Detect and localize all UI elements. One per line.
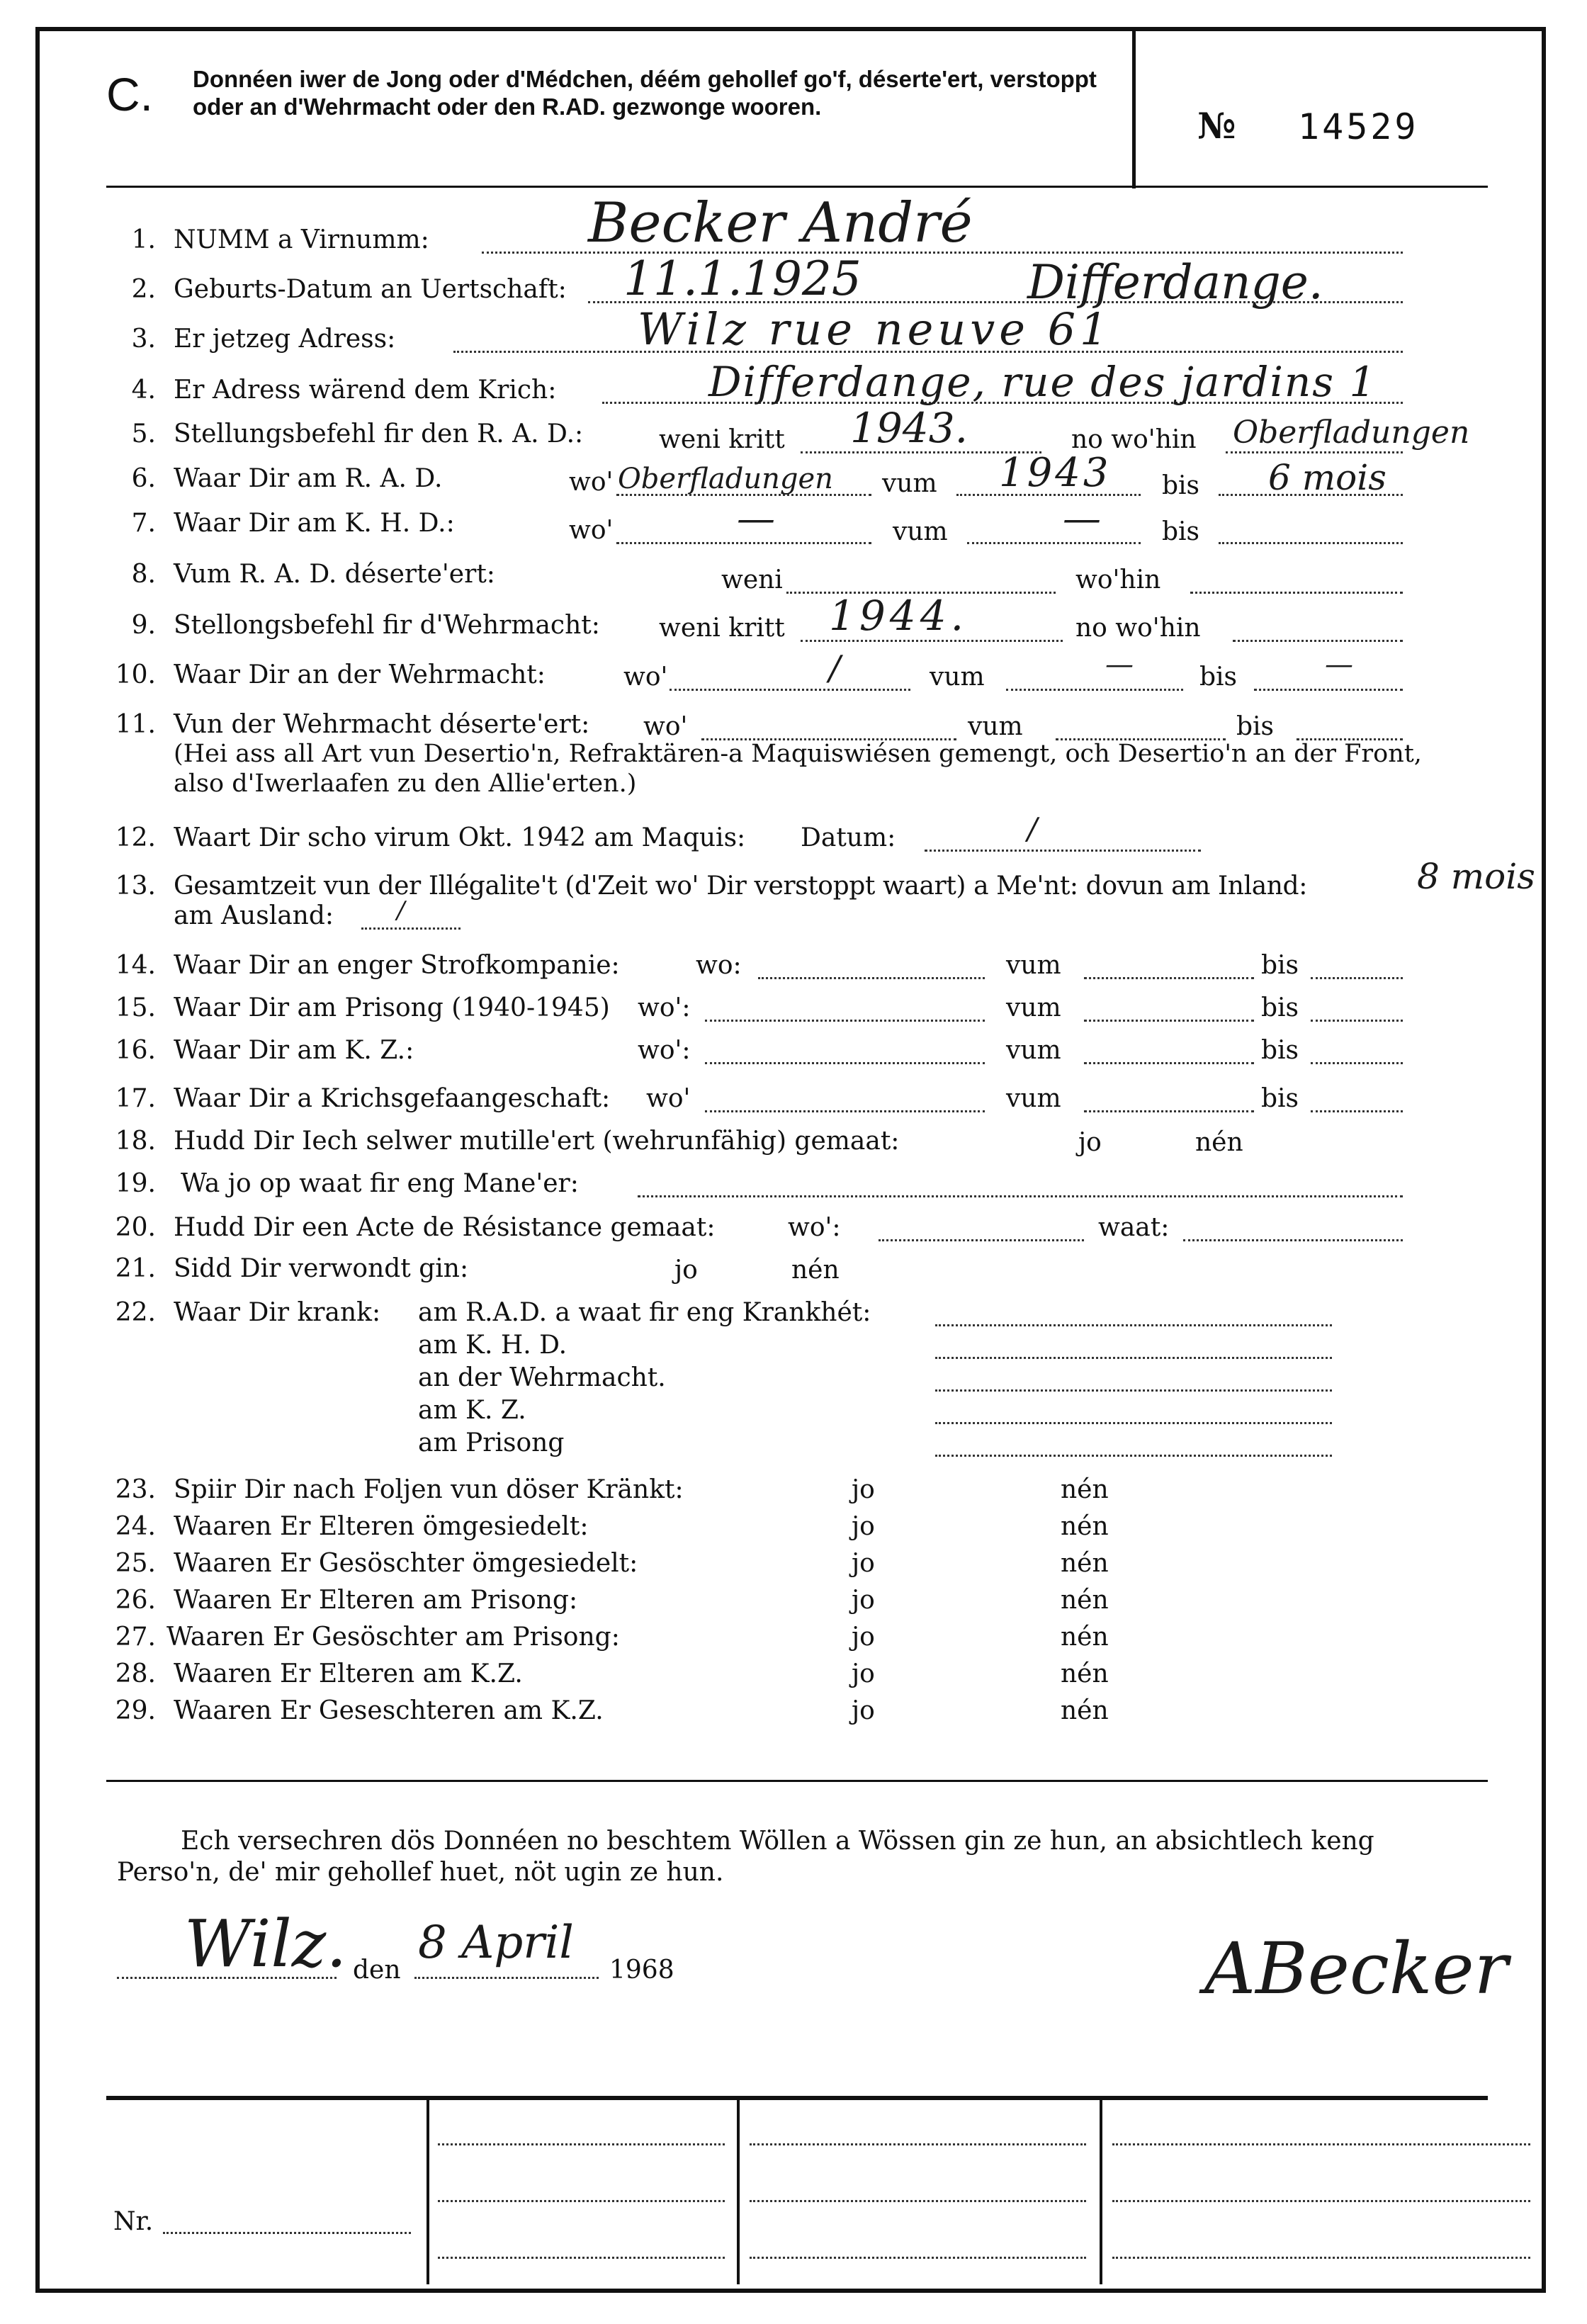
field-15-bis-label: bis [1261, 993, 1299, 1022]
field-22-number: 22. [115, 1298, 156, 1327]
field-12-datum-label: Datum: [801, 823, 896, 852]
field-27-jo: jo [852, 1623, 875, 1652]
field-5-label: Stellungsbefehl fir den R. A. D.: [174, 419, 584, 449]
field-11-wo-label: wo' [643, 712, 688, 741]
field-9-when: 1944. [829, 592, 968, 640]
field-7-bis-line [1219, 542, 1403, 544]
field-19-label: Wa jo op waat fir eng Mane'er: [181, 1169, 579, 1198]
field-16-bis-label: bis [1261, 1036, 1299, 1065]
field-14-label: Waar Dir an enger Strofkompanie: [174, 951, 620, 980]
field-24-label: Waaren Er Elteren ömgesiedelt: [174, 1512, 589, 1541]
field-15-vum-label: vum [1006, 993, 1061, 1022]
footer-cell-line [750, 2143, 1086, 2145]
footer-col-3 [1100, 2099, 1102, 2284]
field-15-wo-label: wo': [638, 993, 691, 1022]
field-16-wo-line [705, 1062, 985, 1064]
field-14-number: 14. [115, 951, 156, 980]
field-13-ausland-label: am Ausland: [174, 901, 334, 930]
field-27-number: 27. [115, 1623, 156, 1652]
field-3-label: Er jetzeg Adress: [174, 325, 396, 354]
field-25-jo: jo [852, 1549, 875, 1578]
field-28-number: 28. [115, 1659, 156, 1688]
field-23-jo: jo [852, 1475, 875, 1504]
field-6-bis-label: bis [1162, 471, 1200, 500]
field-6-vum-label: vum [882, 469, 937, 498]
field-5-where: Oberfladungen [1233, 414, 1470, 451]
footer-rule [106, 2096, 1488, 2100]
footer-col-1 [427, 2099, 429, 2284]
signature-date: 8 April [418, 1917, 574, 1969]
field-7-vum-line [967, 542, 1141, 544]
field-21-nen: nén [791, 1256, 840, 1285]
declaration-text: Ech versechren dös Donnéen no beschtem Wöllen a Wössen gin ze hun, an absichtlech keng Perso'n, de' mir gehollef huet, nöt ugin ze hun. [117, 1827, 1374, 1887]
field-22-sub-prisong: am Prisong [418, 1428, 565, 1457]
field-11-number: 11. [115, 710, 156, 739]
signature: ABecker [1204, 1927, 1508, 2010]
date-line [414, 1977, 599, 1979]
field-10-vum: — [1105, 648, 1134, 681]
field-9-number: 9. [131, 611, 156, 640]
field-9-where-label: no wo'hin [1075, 614, 1201, 643]
field-26-nen: nén [1061, 1586, 1109, 1615]
field-13-inland: 8 mois [1417, 856, 1535, 897]
field-2-label: Geburts-Datum an Uertschaft: [174, 275, 567, 304]
field-9-when-line [801, 640, 1063, 642]
field-22-sub-kz-line [935, 1422, 1332, 1424]
footer-col-2 [737, 2099, 740, 2284]
field-6-vum: 1943 [999, 450, 1112, 496]
field-1-number: 1. [131, 225, 156, 254]
field-12-label: Waart Dir scho virum Okt. 1942 am Maquis: [174, 823, 746, 852]
field-29-number: 29. [115, 1696, 156, 1725]
field-20-wo-label: wo': [788, 1213, 841, 1242]
field-16-vum-label: vum [1006, 1036, 1061, 1065]
field-6-wo: Oberfladungen [618, 463, 833, 495]
form-title: Donnéen iwer de Jong oder d'Médchen, déém gehollef go'f, déserte'ert, verstoppt oder an d'Wehrmacht oder den R.AD. gezwonge wooren. [193, 66, 1097, 120]
field-8-label: Vum R. A. D. déserte'ert: [174, 560, 495, 589]
footer-cell-line [438, 2257, 725, 2259]
field-16-number: 16. [115, 1036, 156, 1065]
field-14-bis-line [1311, 977, 1403, 979]
field-10-label: Waar Dir an der Wehrmacht: [174, 660, 546, 689]
field-22-sub-khd-line [935, 1357, 1332, 1359]
field-14-bis-label: bis [1261, 951, 1299, 980]
field-18-nen: nén [1195, 1128, 1243, 1157]
field-22-sub-prisong-line [935, 1455, 1332, 1457]
field-20-waat-label: waat: [1098, 1213, 1170, 1242]
field-11-vum-label: vum [968, 712, 1023, 741]
field-4-number: 4. [131, 376, 156, 405]
field-17-label: Waar Dir a Krichsgefaangeschaft: [174, 1084, 611, 1113]
field-14-wo-line [758, 977, 985, 979]
field-14-vum-line [1084, 977, 1254, 979]
field-26-jo: jo [852, 1586, 875, 1615]
footer-cell-line [750, 2257, 1086, 2259]
field-5-when-label: weni kritt [659, 425, 785, 454]
field-10-vum-label: vum [930, 662, 985, 692]
field-10-bis: — [1325, 648, 1353, 681]
field-12-datum-line [925, 850, 1201, 852]
field-17-vum-label: vum [1006, 1084, 1061, 1113]
field-5-when: 1943. [850, 404, 968, 452]
field-18-jo: jo [1078, 1128, 1102, 1157]
field-1-label: NUMM a Virnumm: [174, 225, 429, 254]
field-7-wo-label: wo' [569, 516, 614, 545]
field-23-number: 23. [115, 1475, 156, 1504]
field-27-nen: nén [1061, 1623, 1109, 1652]
field-10-bis-label: bis [1199, 662, 1238, 692]
field-26-label: Waaren Er Elteren am Prisong: [174, 1586, 578, 1615]
field-22-sub-rad: am R.A.D. a waat fir eng Krankhét: [418, 1298, 871, 1327]
field-22-sub-rad-line [935, 1324, 1332, 1326]
field-8-weni-label: weni [721, 565, 783, 594]
field-17-wo-line [705, 1110, 985, 1112]
field-15-wo-line [705, 1020, 985, 1022]
den-label: den [353, 1956, 401, 1985]
field-7-wo: — [737, 496, 775, 541]
field-20-waat-line [1183, 1239, 1403, 1241]
field-28-label: Waaren Er Elteren am K.Z. [174, 1659, 523, 1688]
field-6-wo-label: wo' [569, 468, 614, 497]
field-7-bis-label: bis [1162, 517, 1200, 546]
field-13-label: Gesamtzeit vun der Illégalite't (d'Zeit wo' Dir verstoppt waart) a Me'nt: dovun am Inland: [174, 872, 1307, 901]
field-16-vum-line [1084, 1062, 1254, 1064]
header-rule [106, 186, 1488, 188]
field-28-nen: nén [1061, 1659, 1109, 1688]
field-5-number: 5. [131, 419, 156, 449]
field-6-bis: 6 mois [1268, 457, 1386, 498]
field-19-number: 19. [115, 1169, 156, 1198]
field-25-label: Waaren Er Gesöschter ömgesiedelt: [174, 1549, 638, 1578]
field-22-label: Waar Dir krank: [174, 1298, 381, 1327]
field-10-vum-line [1006, 689, 1183, 691]
field-11-note: (Hei ass all Art vun Desertio'n, Refraktären-a Maquiswiésen gemengt, och Desertio'n an der Front, also d'Iwerlaafen zu den Allie'erten.) [174, 740, 1422, 798]
field-5-where-label: no wo'hin [1071, 425, 1197, 454]
field-13-ausland-line [361, 927, 461, 930]
field-4-value: Differdange, rue des jardins 1 [708, 358, 1377, 406]
field-9-where-line [1233, 640, 1403, 642]
field-23-nen: nén [1061, 1475, 1109, 1504]
declaration-rule [106, 1780, 1488, 1782]
field-25-nen: nén [1061, 1549, 1109, 1578]
field-7-label: Waar Dir am K. H. D.: [174, 509, 455, 538]
footer-cell-line [438, 2143, 725, 2145]
field-22-sub-kz: am K. Z. [418, 1396, 526, 1425]
field-12-number: 12. [115, 823, 156, 852]
field-17-bis-label: bis [1261, 1084, 1299, 1113]
field-7-number: 7. [131, 509, 156, 538]
field-24-nen: nén [1061, 1512, 1109, 1541]
field-7-vum: — [1063, 496, 1101, 541]
field-14-wo-label: wo: [696, 951, 742, 980]
field-25-number: 25. [115, 1549, 156, 1578]
field-2-number: 2. [131, 275, 156, 304]
field-24-number: 24. [115, 1512, 156, 1541]
field-19-line [638, 1195, 1403, 1197]
footer-cell-line [1112, 2143, 1530, 2145]
field-20-label: Hudd Dir een Acte de Résistance gemaat: [174, 1213, 716, 1242]
signature-place: Wilz. [184, 1906, 347, 1982]
field-2-place: Differdange. [1027, 255, 1323, 310]
field-4-label: Er Adress wärend dem Krich: [174, 376, 557, 405]
field-11-label: Vun der Wehrmacht déserte'ert: [174, 710, 590, 739]
field-28-jo: jo [852, 1659, 875, 1688]
field-1-value: Becker André [588, 191, 973, 255]
field-12-datum: / [1027, 811, 1038, 846]
field-8-wohin-line [1190, 592, 1403, 594]
field-21-number: 21. [115, 1254, 156, 1283]
field-7-wo-line [616, 542, 871, 544]
field-23-label: Spiir Dir nach Foljen vun döser Kränkt: [174, 1475, 684, 1504]
field-15-vum-line [1084, 1020, 1254, 1022]
field-15-bis-line [1311, 1020, 1403, 1022]
field-16-label: Waar Dir am K. Z.: [174, 1036, 414, 1065]
field-9-when-label: weni kritt [659, 614, 785, 643]
field-3-value: Wilz rue neuve 61 [638, 303, 1112, 355]
field-15-label: Waar Dir am Prisong (1940-1945) [174, 993, 610, 1022]
field-16-bis-line [1311, 1062, 1403, 1064]
field-17-wo-label: wo' [646, 1084, 691, 1113]
field-11-bis-label: bis [1236, 712, 1275, 741]
field-8-wohin-label: wo'hin [1075, 565, 1161, 594]
field-17-vum-line [1084, 1110, 1254, 1112]
field-18-label: Hudd Dir Iech selwer mutille'ert (wehrunfähig) gemaat: [174, 1127, 900, 1156]
field-14-vum-label: vum [1006, 951, 1061, 980]
field-10-wo: / [829, 648, 841, 688]
field-21-label: Sidd Dir verwondt gin: [174, 1254, 469, 1283]
section-letter: C. [106, 68, 153, 120]
field-29-nen: nén [1061, 1696, 1109, 1725]
signature-year: 1968 [609, 1956, 674, 1985]
field-29-label: Waaren Er Geseschteren am K.Z. [174, 1696, 604, 1725]
field-29-jo: jo [852, 1696, 875, 1725]
field-6-label: Waar Dir am R. A. D. [174, 464, 443, 493]
field-9-label: Stellongsbefehl fir d'Wehrmacht: [174, 611, 600, 640]
field-5-where-line [1226, 451, 1403, 453]
field-17-bis-line [1311, 1110, 1403, 1112]
footer-cell-line [1112, 2257, 1530, 2259]
field-2-date: 11.1.1925 [623, 252, 862, 306]
field-16-wo-label: wo': [638, 1036, 691, 1065]
header-divider [1132, 31, 1136, 188]
field-7-vum-label: vum [893, 517, 948, 546]
field-10-bis-line [1254, 689, 1403, 691]
field-13-number: 13. [115, 872, 156, 901]
field-10-wo-line [670, 689, 910, 691]
form-number: 14529 [1298, 106, 1419, 147]
field-10-number: 10. [115, 660, 156, 689]
footer-nr-label: Nr. [113, 2207, 154, 2236]
field-24-jo: jo [852, 1512, 875, 1541]
field-17-number: 17. [115, 1084, 156, 1113]
field-26-number: 26. [115, 1586, 156, 1615]
footer-cell-line [750, 2200, 1086, 2202]
footer-cell-line [1112, 2200, 1530, 2202]
field-27-label: Waaren Er Gesöschter am Prisong: [166, 1623, 620, 1652]
field-22-sub-wehrmacht: an der Wehrmacht. [418, 1363, 666, 1392]
number-symbol: № [1197, 105, 1236, 147]
field-3-number: 3. [131, 325, 156, 354]
field-15-number: 15. [115, 993, 156, 1022]
field-18-number: 18. [115, 1127, 156, 1156]
field-13-ausland: / [397, 896, 405, 925]
footer-nr-line [163, 2232, 411, 2234]
field-8-number: 8. [131, 560, 156, 589]
field-20-number: 20. [115, 1213, 156, 1242]
field-21-jo: jo [674, 1256, 698, 1285]
field-10-wo-label: wo' [623, 662, 668, 692]
field-22-sub-wehrmacht-line [935, 1389, 1332, 1392]
footer-cell-line [438, 2200, 725, 2202]
field-22-sub-khd: am K. H. D. [418, 1331, 567, 1360]
field-20-wo-line [879, 1239, 1084, 1241]
field-6-number: 6. [131, 464, 156, 493]
